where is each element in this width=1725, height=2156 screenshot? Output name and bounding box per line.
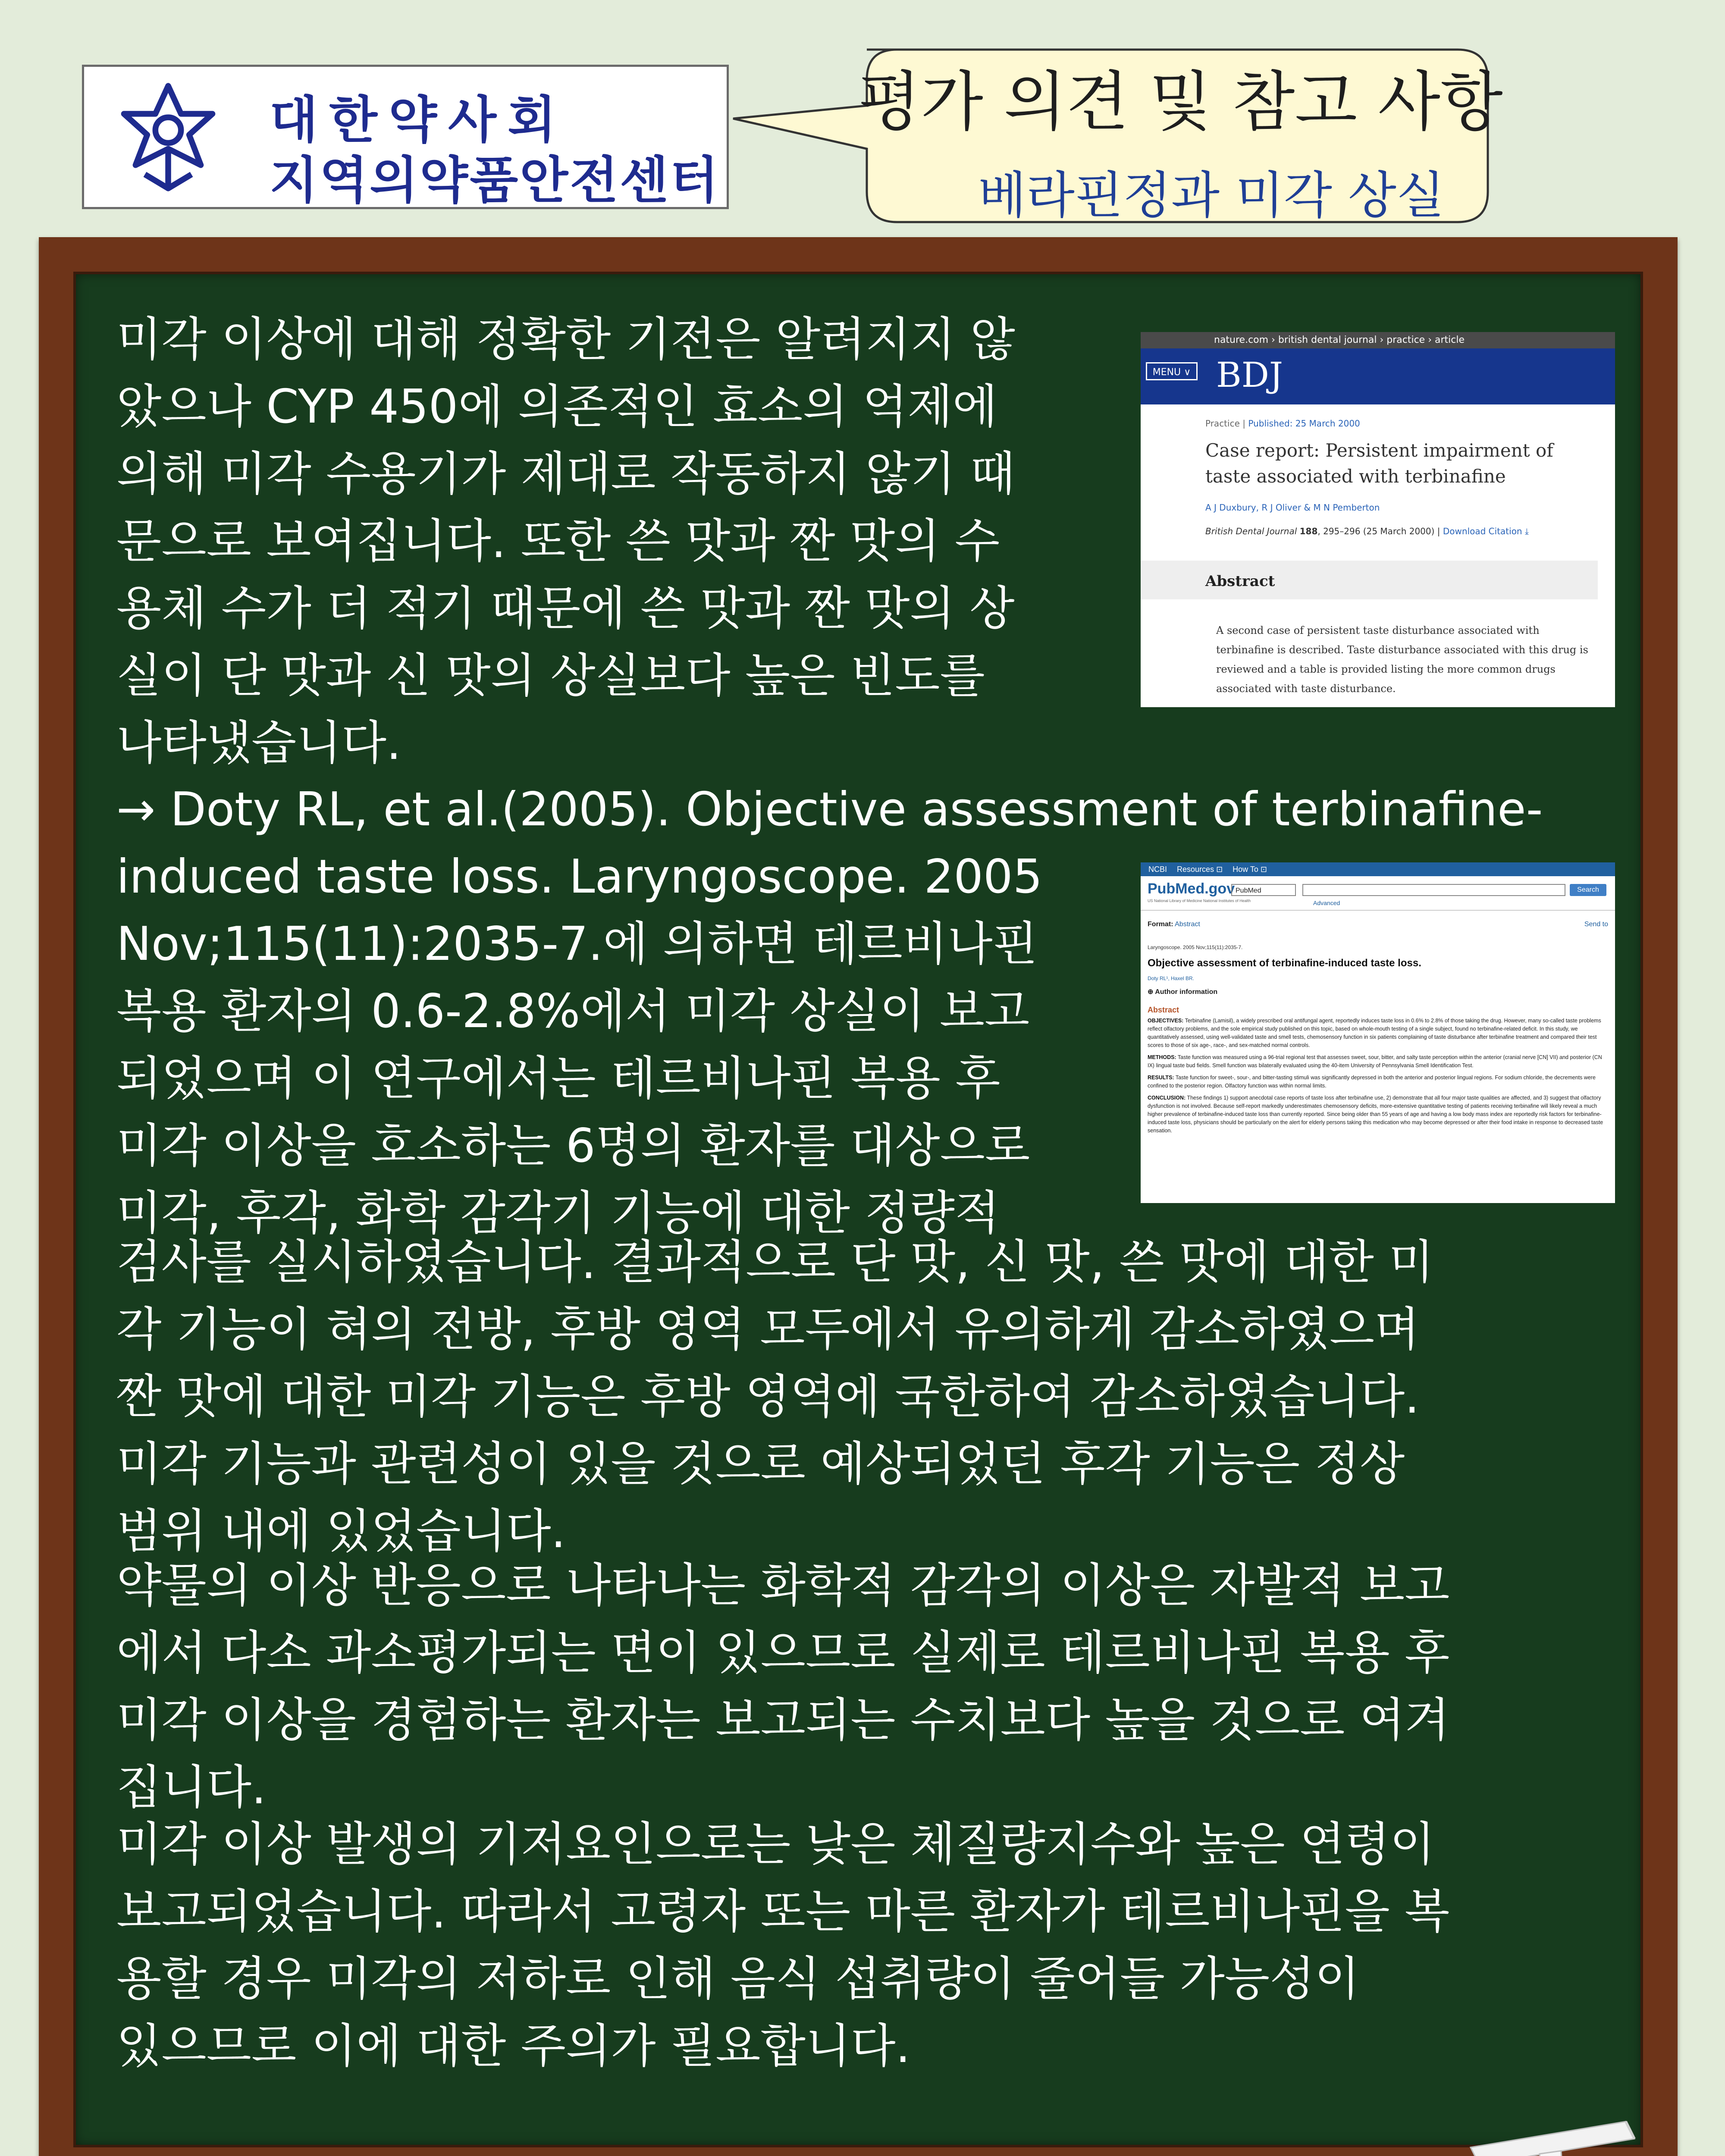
- pubmed-logo: PubMed.gov: [1148, 881, 1235, 897]
- pubmed-abstract: [1148, 1017, 1609, 1139]
- bdj-article-screenshot: [1141, 332, 1615, 707]
- text-line: 각 기능이 혀의 전방, 후방 영역 모두에서 유의하게 감소하였으며: [116, 1303, 1420, 1357]
- text-line: 미각 기능과 관련성이 있을 것으로 예상되었던 후각 기능은 정상: [116, 1437, 1405, 1491]
- abstract-results: [1148, 1074, 1609, 1090]
- page-subtitle: 베라핀정과 미각 상실: [978, 166, 1445, 225]
- chalk-icon: [1462, 2113, 1660, 2156]
- text-line: 나타냈습니다.: [116, 716, 401, 770]
- text-line: 에서 다소 과소평가되는 면이 있으므로 실제로 테르비나핀 복용 후: [116, 1626, 1450, 1680]
- pubmed-format: [1148, 921, 1200, 928]
- paragraph-underreporting: [116, 1552, 1450, 1821]
- bdj-volume: 188: [1299, 526, 1318, 536]
- section-label: CONCLUSION:: [1148, 1095, 1186, 1101]
- resources-link: Resources ⊡: [1177, 865, 1223, 874]
- howto-link: How To ⊡: [1233, 865, 1267, 874]
- text-line: 미각 이상을 호소하는 6명의 환자를 대상으로: [116, 1119, 1030, 1173]
- text-line: 범위 내에 있었습니다.: [116, 1504, 566, 1558]
- paragraph-risk-factors: [116, 1811, 1450, 2080]
- text-line: 약물의 이상 반응으로 나타나는 화학적 감각의 이상은 자발적 보고: [116, 1559, 1450, 1613]
- bdj-citation: [1205, 526, 1529, 536]
- pubmed-search-input: [1302, 884, 1565, 896]
- text-line: 검사를 실시하였습니다. 결과적으로 단 맛, 신 맛, 쓴 맛에 대한 미: [116, 1235, 1434, 1289]
- pubmed-logo-subtitle: US National Library of Medicine National Institutes of Health: [1148, 899, 1251, 903]
- pubmed-db-select: PubMed: [1231, 884, 1296, 896]
- page-title: 평가 의견 및 참고 사항: [858, 65, 1503, 140]
- section-text: Taste function was measured using a 96-trial regional test that assesses sweet, sour, bitter, and salty taste perception within the anterior (cranial nerve [CN] VII) and posterior (CN IX) lingual taste bud fields. Smell function was bilaterally evaluated using the 40-item University of Pennsylvania Smell Identification Test.: [1148, 1054, 1602, 1069]
- bdj-authors: A J Duxbury, R J Oliver & M N Pemberton: [1205, 502, 1380, 513]
- text-line: 있으므로 이에 대한 주의가 필요합니다.: [116, 2019, 910, 2073]
- abstract-objectives: [1148, 1017, 1609, 1050]
- pubmed-article-screenshot: [1141, 862, 1615, 1203]
- bdj-published: Published: 25 March 2000: [1248, 418, 1360, 429]
- section-label: RESULTS:: [1148, 1075, 1174, 1081]
- pubmed-abstract-heading: Abstract: [1148, 1006, 1179, 1014]
- text-line: 짠 맛에 대한 미각 기능은 후방 영역에 국한하여 감소하였습니다.: [116, 1370, 1420, 1424]
- text-line: → Doty RL, et al.(2005). Objective assessment of terbinafine-: [116, 783, 1543, 837]
- text-line: induced taste loss. Laryngoscope. 2005: [116, 850, 1043, 904]
- pubmed-author-info: ⊕ Author information: [1148, 988, 1218, 996]
- bdj-menu-button: MENU ∨: [1146, 362, 1198, 380]
- bdj-citation-rest: , 295–296 (25 March 2000): [1317, 526, 1435, 536]
- logo-box: [82, 65, 729, 209]
- text-line: 의해 미각 수용기가 제대로 작동하지 않기 때: [116, 447, 1015, 501]
- text-line: 실이 단 맛과 신 맛의 상실보다 높은 빈도를: [116, 649, 985, 703]
- section-text: Terbinafine (Lamisil), a widely prescribed oral antifungal agent, reportedly induces taste loss in 0.6% to 2.8% of those taking the drug. However, many so-called taste problems reflect olfactory problems, and the sole empirical study published on this topic, based on whole-mouth testing of a single subject, found no terbinafine-related deficit. In this study, we quantitatively assessed, using well-validated taste and smell tests, chemosensory function in six patients complaining of taste disturbance after terbinafine treatment and compared their test scores to those of six age-, race-, and sex-matched normal controls.: [1148, 1018, 1601, 1048]
- ncbi-link: NCBI: [1148, 865, 1167, 874]
- bdj-abstract-text: A second case of persistent taste disturbance associated with terbinafine is described. Taste disturbance associated with this drug is reviewed and a table is provided listing the more common drugs associated with taste disturbance.: [1216, 624, 1588, 695]
- bdj-article-title: Case report: Persistent impairment of taste associated with terbinafine: [1205, 440, 1553, 487]
- bdj-journal-logo: BDJ: [1216, 355, 1283, 395]
- text-line: 집니다.: [116, 1761, 267, 1814]
- bdj-section: Practice: [1205, 418, 1240, 429]
- section-text: These findings 1) support anecdotal case reports of taste loss after terbinafine use, 2) demonstrate that all four major taste qualities are affected, and 3) suggest that olfactory dysfunction is not involved. Because self-report markedly underestimates chemosensory deficits, more-extensive quantitative testing of patients receiving terbinafine will likely reveal a much higher prevalence of terbinafine-induced taste loss than currently reported. Since being older than 55 years of age and having a low body mass index are reportedly risk factors for terbinafine-induced taste loss, physicians should be particularly on the alert for elderly persons taking this medication who may become depressed or after their food intake in response to decreased taste sensation.: [1148, 1095, 1603, 1134]
- text-line: 미각 이상을 경험하는 환자는 보고되는 수치보다 높을 것으로 여겨: [116, 1693, 1450, 1747]
- logo-subtitle: 지역의약품안전센터: [270, 151, 720, 210]
- pubmed-format-label: Format:: [1148, 921, 1173, 928]
- text-line: 용체 수가 더 적기 때문에 쓴 맛과 짠 맛의 상: [116, 582, 1015, 636]
- bdj-journal-name: British Dental Journal: [1205, 526, 1297, 536]
- pubmed-top-bar: [1141, 862, 1615, 876]
- abstract-conclusion: [1148, 1094, 1609, 1135]
- section-label: OBJECTIVES:: [1148, 1018, 1184, 1024]
- text-line: 문으로 보여집니다. 또한 쓴 맛과 짠 맛의 수: [116, 514, 1000, 568]
- logo-title: 대한약사회: [270, 91, 568, 149]
- text-line: 보고되었습니다. 따라서 고령자 또는 마른 환자가 테르비나핀을 복: [116, 1885, 1450, 1939]
- abstract-methods: [1148, 1053, 1609, 1070]
- section-label: METHODS:: [1148, 1054, 1176, 1060]
- pubmed-search-button: Search: [1570, 884, 1606, 896]
- pubmed-advanced-link: Advanced: [1313, 899, 1340, 906]
- bdj-abstract-heading: Abstract: [1205, 573, 1275, 590]
- paragraph-mechanism: [116, 306, 1015, 777]
- text-line: 되었으며 이 연구에서는 테르비나핀 복용 후: [116, 1052, 1000, 1106]
- text-line: 았으나 CYP 450에 의존적인 효소의 억제에: [116, 380, 997, 434]
- section-text: Taste function for sweet-, sour-, and bitter-tasting stimuli was significantly depressed in both the anterior and posterior lingual regions. For sodium chloride, the decrements were confined to the posterior region. Olfactory function was within normal limits.: [1148, 1075, 1596, 1089]
- bdj-header-band: [1141, 348, 1615, 404]
- paragraph-study-results: [116, 1229, 1434, 1565]
- bdj-separator: |: [1437, 526, 1443, 536]
- association-logo-icon: [110, 79, 226, 195]
- text-line: 복용 환자의 0.6-2.8%에서 미각 상실이 보고: [116, 984, 1030, 1038]
- text-line: 미각 이상에 대해 정확한 기전은 알려지지 않: [116, 313, 1015, 367]
- bdj-meta: [1205, 418, 1360, 429]
- text-line: 용할 경우 미각의 저하로 인해 음식 섭취량이 줄어들 가능성이: [116, 1952, 1360, 2006]
- pubmed-journal-ref: Laryngoscope. 2005 Nov;115(11):2035-7.: [1148, 944, 1243, 950]
- pubmed-send-to: Send to: [1584, 921, 1608, 928]
- pubmed-format-value: Abstract: [1175, 921, 1200, 928]
- bdj-breadcrumb: nature.com › british dental journal › practice › article: [1141, 332, 1615, 348]
- pubmed-article-title: Objective assessment of terbinafine-induced taste loss.: [1148, 957, 1421, 969]
- bdj-separator: |: [1242, 418, 1248, 429]
- pubmed-authors: Doty RL¹, Haxel BR.: [1148, 975, 1195, 981]
- pubmed-divider: [1141, 910, 1615, 911]
- text-line: 미각, 후각, 화학 감각기 기능에 대한 정량적: [116, 1186, 1000, 1240]
- text-line: 미각 이상 발생의 기저요인으로는 낮은 체질량지수와 높은 연령이: [116, 1818, 1435, 1871]
- bdj-download-citation: Download Citation ⤓: [1443, 526, 1529, 536]
- text-line: Nov;115(11):2035-7.에 의하면 테르비나핀: [116, 917, 1038, 971]
